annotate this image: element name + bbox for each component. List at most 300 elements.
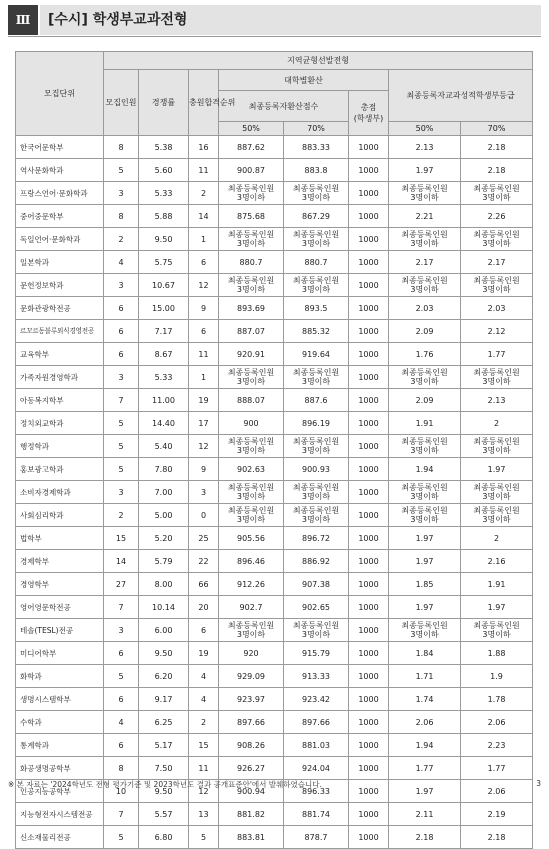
cell-conv-70: 881.03 [284, 734, 349, 757]
cell-conv-70: 897.66 [284, 711, 349, 734]
cell-grade-70: 2.12 [461, 320, 533, 343]
cell-grade-70: 1.78 [461, 688, 533, 711]
cell-grade-50: 2.17 [389, 251, 461, 274]
cell-ratio: 9.50 [139, 780, 189, 803]
cell-total: 1000 [349, 665, 389, 688]
table-row [16, 481, 533, 504]
cell-unit: 중어중문학부 [16, 205, 104, 228]
cell-unit: 홍보광고학과 [16, 458, 104, 481]
cell-ratio: 5.79 [139, 550, 189, 573]
cell-total: 1000 [349, 458, 389, 481]
cell-conv-50: 926.27 [219, 757, 284, 780]
cell-conv-50: 900.87 [219, 159, 284, 182]
cell-ratio: 5.20 [139, 527, 189, 550]
cell-rank: 9 [189, 297, 219, 320]
cell-conv-50: 897.66 [219, 711, 284, 734]
cell-total: 1000 [349, 343, 389, 366]
cell-conv-50: 최종등록인원 3명이하 [219, 182, 284, 205]
cell-rank: 2 [189, 182, 219, 205]
cell-rank: 6 [189, 320, 219, 343]
cell-grade-50: 2.11 [389, 803, 461, 826]
cell-ratio: 5.75 [139, 251, 189, 274]
cell-total: 1000 [349, 136, 389, 159]
cell-ratio: 5.38 [139, 136, 189, 159]
cell-conv-70: 923.42 [284, 688, 349, 711]
cell-conv-50: 900 [219, 412, 284, 435]
table-row [16, 803, 533, 826]
cell-rank: 0 [189, 504, 219, 527]
cell-grade-70: 1.91 [461, 573, 533, 596]
cell-rank: 1 [189, 366, 219, 389]
cell-conv-50: 900.94 [219, 780, 284, 803]
cell-quota: 3 [104, 481, 139, 504]
cell-grade-70: 2.17 [461, 251, 533, 274]
cell-ratio: 8.00 [139, 573, 189, 596]
cell-grade-50: 1.94 [389, 734, 461, 757]
cell-conv-50: 929.09 [219, 665, 284, 688]
table-row [16, 159, 533, 182]
cell-grade-50: 1.97 [389, 527, 461, 550]
cell-total: 1000 [349, 320, 389, 343]
cell-grade-50: 2.09 [389, 320, 461, 343]
cell-ratio: 5.57 [139, 803, 189, 826]
table-row [16, 320, 533, 343]
cell-quota: 4 [104, 251, 139, 274]
cell-grade-50: 2.13 [389, 136, 461, 159]
cell-unit: 화공생명공학부 [16, 757, 104, 780]
table-row [16, 596, 533, 619]
cell-quota: 6 [104, 320, 139, 343]
cell-conv-70: 880.7 [284, 251, 349, 274]
cell-rank: 12 [189, 274, 219, 297]
cell-unit: 역사문화학과 [16, 159, 104, 182]
cell-grade-50: 1.84 [389, 642, 461, 665]
cell-grade-70: 최종등록인원 3명이하 [461, 366, 533, 389]
cell-quota: 4 [104, 711, 139, 734]
cell-conv-50: 896.46 [219, 550, 284, 573]
table-row [16, 343, 533, 366]
cell-rank: 15 [189, 734, 219, 757]
table-row [16, 228, 533, 251]
cell-conv-50: 최종등록인원 3명이하 [219, 619, 284, 642]
cell-quota: 7 [104, 803, 139, 826]
table-row [16, 274, 533, 297]
cell-conv-50: 881.82 [219, 803, 284, 826]
cell-quota: 5 [104, 458, 139, 481]
cell-grade-50: 2.18 [389, 826, 461, 849]
cell-total: 1000 [349, 159, 389, 182]
cell-quota: 5 [104, 435, 139, 458]
cell-ratio: 5.17 [139, 734, 189, 757]
cell-ratio: 6.25 [139, 711, 189, 734]
cell-rank: 3 [189, 481, 219, 504]
cell-conv-50: 923.97 [219, 688, 284, 711]
cell-conv-70: 902.65 [284, 596, 349, 619]
cell-conv-70: 최종등록인원 3명이하 [284, 619, 349, 642]
cell-unit: 인공지능공학부 [16, 780, 104, 803]
cell-total: 1000 [349, 228, 389, 251]
cell-grade-70: 최종등록인원 3명이하 [461, 435, 533, 458]
cell-quota: 14 [104, 550, 139, 573]
cell-conv-50: 최종등록인원 3명이하 [219, 504, 284, 527]
cell-total: 1000 [349, 688, 389, 711]
cell-ratio: 6.00 [139, 619, 189, 642]
cell-conv-50: 880.7 [219, 251, 284, 274]
cell-ratio: 7.17 [139, 320, 189, 343]
cell-quota: 3 [104, 274, 139, 297]
cell-total: 1000 [349, 757, 389, 780]
cell-grade-50: 최종등록인원 3명이하 [389, 435, 461, 458]
cell-unit: 문화관광학전공 [16, 297, 104, 320]
cell-grade-70: 최종등록인원 3명이하 [461, 182, 533, 205]
cell-unit: 일본학과 [16, 251, 104, 274]
cell-rank: 17 [189, 412, 219, 435]
cell-conv-70: 881.74 [284, 803, 349, 826]
cell-grade-70: 1.77 [461, 757, 533, 780]
cell-conv-50: 최종등록인원 3명이하 [219, 274, 284, 297]
cell-quota: 3 [104, 366, 139, 389]
cell-quota: 5 [104, 159, 139, 182]
cell-quota: 7 [104, 596, 139, 619]
cell-total: 1000 [349, 803, 389, 826]
cell-total: 1000 [349, 550, 389, 573]
cell-conv-50: 최종등록인원 3명이하 [219, 366, 284, 389]
cell-conv-70: 883.8 [284, 159, 349, 182]
cell-unit: 르꼬르동블루외식경영전공 [16, 320, 104, 343]
cell-grade-50: 최종등록인원 3명이하 [389, 274, 461, 297]
cell-total: 1000 [349, 182, 389, 205]
table-row [16, 504, 533, 527]
cell-quota: 3 [104, 182, 139, 205]
cell-grade-50: 2.03 [389, 297, 461, 320]
cell-ratio: 7.80 [139, 458, 189, 481]
cell-unit: 행정학과 [16, 435, 104, 458]
cell-grade-70: 2 [461, 412, 533, 435]
cell-grade-50: 1.97 [389, 159, 461, 182]
header-conversion-group: 대학별환산 [219, 70, 389, 91]
cell-unit: 정치외교학과 [16, 412, 104, 435]
cell-ratio: 9.50 [139, 228, 189, 251]
header-rank: 충원합격순위 [189, 70, 219, 136]
cell-conv-50: 888.07 [219, 389, 284, 412]
cell-grade-50: 1.85 [389, 573, 461, 596]
cell-grade-70: 2 [461, 527, 533, 550]
cell-conv-70: 최종등록인원 3명이하 [284, 504, 349, 527]
cell-unit: 독일언어·문화학과 [16, 228, 104, 251]
cell-grade-70: 2.03 [461, 297, 533, 320]
cell-quota: 8 [104, 136, 139, 159]
cell-conv-50: 최종등록인원 3명이하 [219, 228, 284, 251]
cell-unit: 한국어문학부 [16, 136, 104, 159]
cell-quota: 10 [104, 780, 139, 803]
cell-unit: 사회심리학과 [16, 504, 104, 527]
table-row [16, 711, 533, 734]
cell-conv-50: 875.68 [219, 205, 284, 228]
cell-conv-50: 902.63 [219, 458, 284, 481]
cell-unit: 통계학과 [16, 734, 104, 757]
cell-ratio: 5.33 [139, 182, 189, 205]
cell-conv-70: 886.92 [284, 550, 349, 573]
table-row [16, 619, 533, 642]
cell-unit: 경영학부 [16, 573, 104, 596]
cell-total: 1000 [349, 205, 389, 228]
cell-grade-70: 2.18 [461, 826, 533, 849]
cell-total: 1000 [349, 366, 389, 389]
cell-conv-70: 최종등록인원 3명이하 [284, 182, 349, 205]
cell-quota: 15 [104, 527, 139, 550]
cell-conv-70: 919.64 [284, 343, 349, 366]
cell-grade-50: 1.97 [389, 780, 461, 803]
cell-conv-50: 920.91 [219, 343, 284, 366]
cell-quota: 2 [104, 504, 139, 527]
cell-grade-50: 2.06 [389, 711, 461, 734]
header-final-grade-group: 최종등록자교과성적학생부등급 [389, 70, 533, 122]
cell-quota: 5 [104, 665, 139, 688]
table-row [16, 688, 533, 711]
cell-grade-50: 1.97 [389, 550, 461, 573]
cell-rank: 13 [189, 803, 219, 826]
cell-rank: 9 [189, 458, 219, 481]
header-regional-group: 지역균형선발전형 [104, 52, 533, 70]
cell-conv-50: 920 [219, 642, 284, 665]
cell-quota: 5 [104, 412, 139, 435]
cell-unit: 수학과 [16, 711, 104, 734]
cell-conv-70: 913.33 [284, 665, 349, 688]
cell-ratio: 11.00 [139, 389, 189, 412]
cell-conv-70: 878.7 [284, 826, 349, 849]
cell-ratio: 5.00 [139, 504, 189, 527]
cell-grade-70: 2.06 [461, 780, 533, 803]
cell-unit: 소비자경제학과 [16, 481, 104, 504]
cell-grade-70: 1.88 [461, 642, 533, 665]
cell-unit: 교육학부 [16, 343, 104, 366]
cell-conv-70: 887.6 [284, 389, 349, 412]
cell-rank: 25 [189, 527, 219, 550]
cell-grade-70: 2.18 [461, 159, 533, 182]
cell-total: 1000 [349, 826, 389, 849]
table-row [16, 458, 533, 481]
cell-conv-70: 924.04 [284, 757, 349, 780]
cell-ratio: 5.88 [139, 205, 189, 228]
cell-unit: 신소재물리전공 [16, 826, 104, 849]
cell-total: 1000 [349, 274, 389, 297]
cell-total: 1000 [349, 780, 389, 803]
cell-conv-50: 905.56 [219, 527, 284, 550]
cell-ratio: 8.67 [139, 343, 189, 366]
cell-rank: 20 [189, 596, 219, 619]
cell-total: 1000 [349, 734, 389, 757]
cell-grade-70: 최종등록인원 3명이하 [461, 274, 533, 297]
cell-unit: 법학부 [16, 527, 104, 550]
cell-quota: 5 [104, 826, 139, 849]
cell-conv-50: 908.26 [219, 734, 284, 757]
cell-total: 1000 [349, 527, 389, 550]
cell-grade-50: 1.71 [389, 665, 461, 688]
footnote: ※ 본 자료는 '2024학년도 전형 평가기준 및 2023학년도 결과 공개표준안'에서 발췌하였습니다. [8, 780, 322, 789]
cell-unit: 화학과 [16, 665, 104, 688]
cell-ratio: 15.00 [139, 297, 189, 320]
table-row [16, 642, 533, 665]
cell-conv-50: 902.7 [219, 596, 284, 619]
page-number: 3 [536, 779, 541, 788]
cell-conv-70: 885.32 [284, 320, 349, 343]
cell-unit: 문헌정보학과 [16, 274, 104, 297]
cell-rank: 1 [189, 228, 219, 251]
cell-grade-50: 최종등록인원 3명이하 [389, 228, 461, 251]
cell-total: 1000 [349, 389, 389, 412]
cell-ratio: 9.17 [139, 688, 189, 711]
cell-rank: 11 [189, 159, 219, 182]
cell-grade-70: 2.16 [461, 550, 533, 573]
cell-rank: 66 [189, 573, 219, 596]
cell-grade-50: 최종등록인원 3명이하 [389, 182, 461, 205]
cell-unit: 영어영문학전공 [16, 596, 104, 619]
cell-conv-70: 907.38 [284, 573, 349, 596]
cell-ratio: 7.00 [139, 481, 189, 504]
cell-conv-70: 896.19 [284, 412, 349, 435]
cell-rank: 5 [189, 826, 219, 849]
cell-rank: 2 [189, 711, 219, 734]
cell-quota: 8 [104, 205, 139, 228]
cell-grade-50: 최종등록인원 3명이하 [389, 619, 461, 642]
cell-quota: 6 [104, 734, 139, 757]
cell-unit: 프랑스언어·문화학과 [16, 182, 104, 205]
table-row [16, 665, 533, 688]
cell-conv-70: 867.29 [284, 205, 349, 228]
cell-grade-50: 1.77 [389, 757, 461, 780]
cell-rank: 19 [189, 389, 219, 412]
table-row [16, 389, 533, 412]
header-ratio: 경쟁률 [139, 70, 189, 136]
cell-grade-70: 1.97 [461, 458, 533, 481]
cell-grade-70: 2.18 [461, 136, 533, 159]
header-grade-50pct: 50% [389, 122, 461, 136]
table-row [16, 412, 533, 435]
cell-total: 1000 [349, 573, 389, 596]
cell-total: 1000 [349, 642, 389, 665]
cell-conv-50: 887.62 [219, 136, 284, 159]
cell-grade-70: 2.13 [461, 389, 533, 412]
header-grade-70pct: 70% [461, 122, 533, 136]
cell-ratio: 14.40 [139, 412, 189, 435]
cell-quota: 6 [104, 343, 139, 366]
cell-rank: 11 [189, 757, 219, 780]
cell-conv-50: 최종등록인원 3명이하 [219, 481, 284, 504]
cell-conv-50: 912.26 [219, 573, 284, 596]
cell-grade-70: 2.19 [461, 803, 533, 826]
cell-rank: 14 [189, 205, 219, 228]
table-row [16, 251, 533, 274]
cell-quota: 6 [104, 688, 139, 711]
cell-ratio: 5.40 [139, 435, 189, 458]
header-conv-70pct: 70% [284, 122, 349, 136]
table-row [16, 205, 533, 228]
cell-quota: 3 [104, 619, 139, 642]
cell-grade-50: 1.76 [389, 343, 461, 366]
cell-total: 1000 [349, 251, 389, 274]
header-divider [8, 36, 541, 37]
admission-results-table [15, 51, 533, 849]
cell-grade-70: 최종등록인원 3명이하 [461, 481, 533, 504]
cell-total: 1000 [349, 481, 389, 504]
cell-total: 1000 [349, 619, 389, 642]
cell-rank: 4 [189, 665, 219, 688]
cell-ratio: 10.14 [139, 596, 189, 619]
cell-conv-70: 최종등록인원 3명이하 [284, 481, 349, 504]
cell-quota: 6 [104, 642, 139, 665]
cell-rank: 16 [189, 136, 219, 159]
cell-unit: 아동복지학부 [16, 389, 104, 412]
cell-total: 1000 [349, 711, 389, 734]
cell-grade-70: 1.97 [461, 596, 533, 619]
cell-conv-70: 최종등록인원 3명이하 [284, 366, 349, 389]
cell-grade-50: 1.74 [389, 688, 461, 711]
cell-grade-50: 최종등록인원 3명이하 [389, 504, 461, 527]
table-row [16, 297, 533, 320]
cell-conv-70: 최종등록인원 3명이하 [284, 274, 349, 297]
cell-unit: 지능형전자시스템전공 [16, 803, 104, 826]
table-row [16, 527, 533, 550]
cell-conv-70: 900.93 [284, 458, 349, 481]
cell-grade-70: 최종등록인원 3명이하 [461, 228, 533, 251]
cell-unit: 경제학부 [16, 550, 104, 573]
cell-grade-70: 최종등록인원 3명이하 [461, 619, 533, 642]
cell-unit: 가족자원경영학과 [16, 366, 104, 389]
cell-ratio: 7.50 [139, 757, 189, 780]
header-unit: 모집단위 [16, 52, 104, 136]
cell-grade-70: 2.26 [461, 205, 533, 228]
table-row [16, 734, 533, 757]
cell-total: 1000 [349, 412, 389, 435]
cell-grade-70: 1.77 [461, 343, 533, 366]
cell-conv-50: 883.81 [219, 826, 284, 849]
cell-conv-50: 최종등록인원 3명이하 [219, 435, 284, 458]
table-row [16, 435, 533, 458]
cell-grade-70: 2.23 [461, 734, 533, 757]
cell-conv-70: 896.33 [284, 780, 349, 803]
cell-unit: 테솔(TESL)전공 [16, 619, 104, 642]
cell-ratio: 6.80 [139, 826, 189, 849]
cell-rank: 19 [189, 642, 219, 665]
cell-rank: 12 [189, 435, 219, 458]
cell-ratio: 9.50 [139, 642, 189, 665]
cell-total: 1000 [349, 596, 389, 619]
table-row [16, 182, 533, 205]
cell-total: 1000 [349, 504, 389, 527]
cell-conv-50: 893.69 [219, 297, 284, 320]
cell-grade-50: 1.94 [389, 458, 461, 481]
cell-grade-50: 2.21 [389, 205, 461, 228]
table-row [16, 757, 533, 780]
cell-unit: 생명시스템학부 [16, 688, 104, 711]
cell-quota: 8 [104, 757, 139, 780]
header-conv-50pct: 50% [219, 122, 284, 136]
cell-rank: 4 [189, 688, 219, 711]
cell-grade-50: 2.09 [389, 389, 461, 412]
section-number-badge: Ⅲ [8, 5, 38, 35]
cell-conv-50: 887.07 [219, 320, 284, 343]
table-row [16, 550, 533, 573]
table-row [16, 826, 533, 849]
table-body [16, 136, 533, 849]
cell-grade-50: 최종등록인원 3명이하 [389, 366, 461, 389]
cell-quota: 27 [104, 573, 139, 596]
cell-quota: 6 [104, 297, 139, 320]
cell-rank: 12 [189, 780, 219, 803]
cell-rank: 11 [189, 343, 219, 366]
cell-rank: 6 [189, 251, 219, 274]
cell-ratio: 10.67 [139, 274, 189, 297]
